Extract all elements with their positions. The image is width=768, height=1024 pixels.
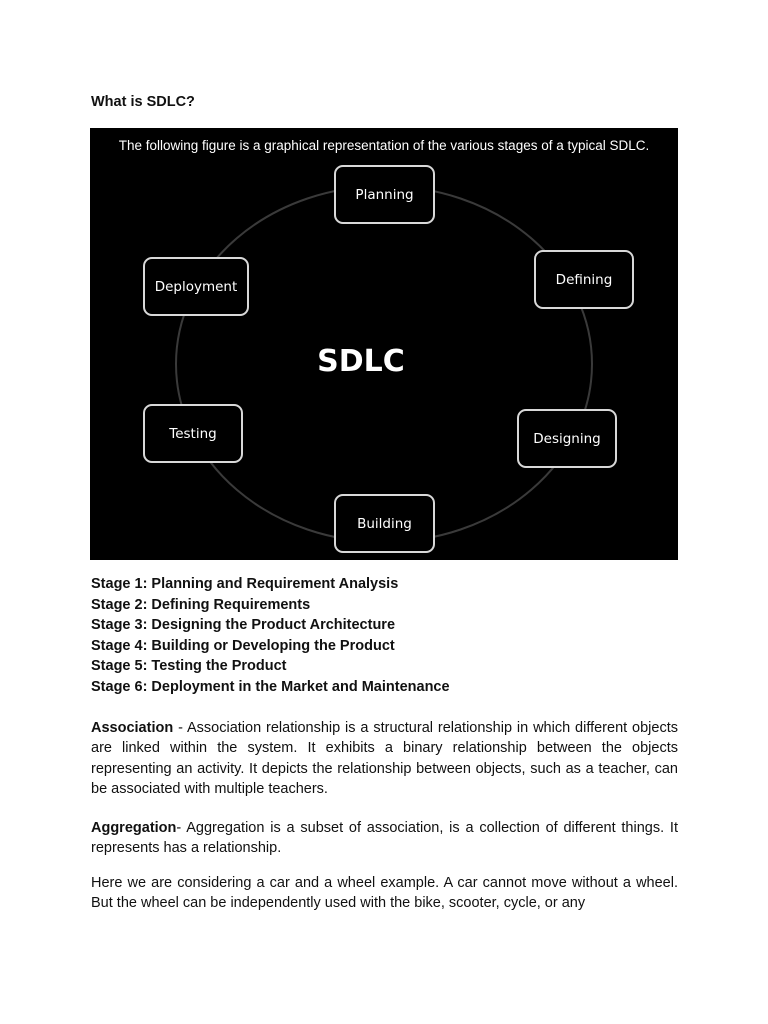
stage-box-planning — [335, 166, 434, 223]
association-paragraph — [91, 718, 678, 799]
stage-list-item: Stage 2: Defining Requirements — [91, 596, 311, 613]
stage-label-building: Building — [357, 516, 412, 532]
sdlc-diagram — [90, 128, 678, 560]
stage-label-deployment: Deployment — [154, 279, 238, 295]
center-label: SDLC — [317, 344, 405, 379]
figure-caption: The following figure is a graphical representation of the various stages of a typical SDLC. — [118, 138, 650, 153]
stage-label-designing: Designing — [533, 431, 601, 447]
stage-box-testing — [144, 405, 242, 462]
stage-box-defining — [535, 251, 633, 308]
aggregation-text: - Aggregation is a subset of association, is a collection of different things. It represents has a relationship. — [91, 820, 678, 857]
stage-list-item: Stage 5: Testing the Product — [91, 658, 287, 675]
stage-box-designing — [518, 410, 616, 467]
page-title: What is SDLC? — [91, 94, 195, 110]
stage-box-deployment — [144, 258, 248, 315]
stage-box-building — [335, 495, 434, 552]
stage-label-planning: Planning — [355, 187, 414, 203]
stage-list — [91, 574, 691, 698]
stage-list-item: Stage 3: Designing the Product Architecture — [91, 617, 396, 634]
aggregation-term: Aggregation — [91, 820, 177, 836]
association-text: - Association relationship is a structural relationship in which different objects are linked within the system. It exhibits a binary relationship between the objects representing an activity. It depicts the relationship between objects, such as a teacher, can be associated with multiple teachers. — [91, 720, 678, 797]
car-example-paragraph: Here we are considering a car and a wheel example. A car cannot move without a wheel. But the wheel can be independently used with the bike, scooter, cycle, or any — [91, 875, 678, 912]
sdlc-figure — [90, 128, 678, 560]
association-term: Association — [91, 720, 174, 736]
stage-list-item: Stage 4: Building or Developing the Product — [91, 637, 395, 654]
stage-label-defining: Defining — [555, 272, 613, 288]
aggregation-paragraph — [91, 818, 678, 859]
stage-list-item: Stage 1: Planning and Requirement Analysis — [91, 576, 399, 592]
stage-label-testing: Testing — [169, 426, 217, 442]
stage-list-item: Stage 6: Deployment in the Market and Maintenance — [91, 678, 450, 695]
